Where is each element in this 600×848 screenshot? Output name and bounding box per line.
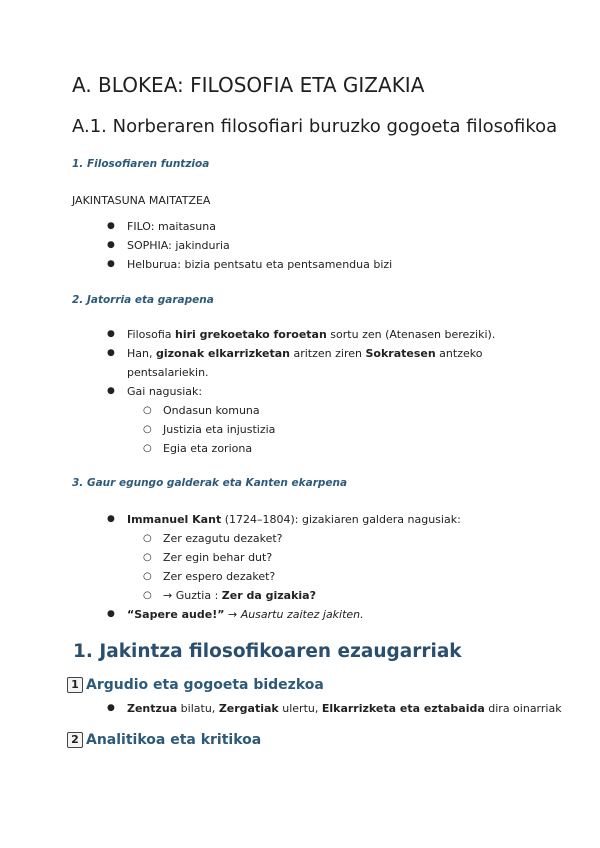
bullet-icon: ● <box>107 609 115 619</box>
section-heading-kant: 3. Gaur egungo galderak eta Kanten ekarpena <box>72 477 348 489</box>
circle-bullet-icon: ○ <box>143 424 152 435</box>
bullet-icon: ● <box>107 259 115 269</box>
section3-list-2 <box>107 605 364 624</box>
list-item: ● Filosofia hiri grekoetako foroetan sortu zen (Atenasen bereziki). <box>127 325 527 344</box>
list-item: ● Han, gizonak elkarrizketan aritzen ziren Sokratesen antzeko pentsalariekin. <box>127 344 527 382</box>
list-item: ● FILO: maitasuna <box>127 217 392 236</box>
circle-bullet-icon: ○ <box>143 571 152 582</box>
bullet-icon: ● <box>107 703 115 713</box>
section3-sublist <box>143 529 316 605</box>
list-item: ○ Zer egin behar dut? <box>163 548 316 567</box>
list-item: ● SOPHIA: jakinduria <box>127 236 392 255</box>
bullet-icon: ● <box>107 386 115 396</box>
circle-bullet-icon: ○ <box>143 552 152 563</box>
list-item: ○ Egia eta zoriona <box>163 439 275 458</box>
number-two-keycap-icon: 2 <box>67 732 83 748</box>
list-item: ● “Sapere aude!” → Ausartu zaitez jakiten. <box>127 605 364 624</box>
bullet-icon: ● <box>107 348 115 358</box>
circle-bullet-icon: ○ <box>143 405 152 416</box>
list-item: ● Zentzua bilatu, Zergatiak ulertu, Elkarrizketa eta eztabaida dira oinarriak <box>127 699 562 718</box>
list-item: ○ Zer ezagutu dezaket? <box>163 529 316 548</box>
list-item: ○ Justizia eta injustizia <box>163 420 275 439</box>
circle-bullet-icon: ○ <box>143 590 152 601</box>
list-item: ○ Ondasun komuna <box>163 401 275 420</box>
list-item: ○ → Guztia : Zer da gizakia? <box>163 586 316 605</box>
subsection-heading-analitikoa: 2 Analitikoa eta kritikoa <box>67 732 261 748</box>
circle-bullet-icon: ○ <box>143 443 152 454</box>
subsection-heading-argudio: 1 Argudio eta gogoeta bidezkoa <box>67 677 324 693</box>
number-one-keycap-icon: 1 <box>67 677 83 693</box>
section3-list <box>107 510 461 529</box>
list-item: ○ Zer espero dezaket? <box>163 567 316 586</box>
section-heading-jatorria: 2. Jatorria eta garapena <box>72 294 214 306</box>
chapter1-list <box>107 699 562 718</box>
bullet-icon: ● <box>107 329 115 339</box>
section1-list <box>107 217 393 274</box>
bullet-icon: ● <box>107 221 115 231</box>
chapter-heading: 1. Jakintza filosofikoaren ezaugarriak <box>73 641 462 662</box>
list-item: ● Gai nagusiak: <box>127 382 527 401</box>
section2-list <box>107 325 527 401</box>
list-item: ● Helburua: bizia pentsatu eta pentsamendua bizi <box>127 255 392 274</box>
circle-bullet-icon: ○ <box>143 533 152 544</box>
list-item: ● Immanuel Kant (1724–1804): gizakiaren galdera nagusiak: <box>127 510 461 529</box>
page-title: A. BLOKEA: FILOSOFIA ETA GIZAKIA <box>72 73 425 97</box>
section2-sublist <box>143 401 276 458</box>
bullet-icon: ● <box>107 514 115 524</box>
section-intro: JAKINTASUNA MAITATZEA <box>72 194 211 207</box>
bullet-icon: ● <box>107 240 115 250</box>
section-heading-funtzioa: 1. Filosofiaren funtzioa <box>72 158 210 170</box>
page-subtitle: A.1. Norberaren filosofiari buruzko gogoeta filosofikoa <box>72 116 558 137</box>
